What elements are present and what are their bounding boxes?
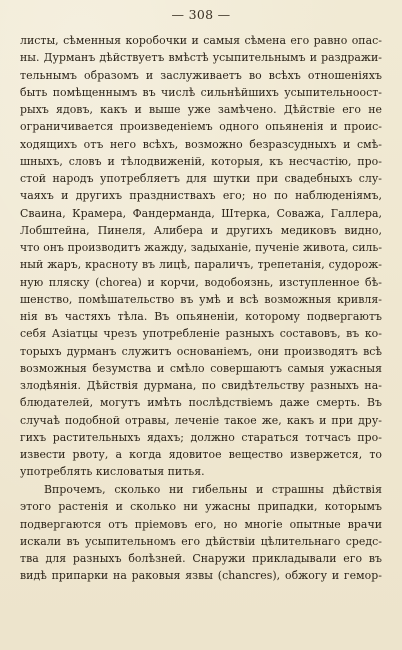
text-line: что онъ производитъ жажду, задыханіе, пученіе живота, силь-	[20, 241, 382, 254]
text-line: подвергаются отъ пріемовъ его, но многіе опытные врачи	[20, 517, 382, 531]
paragraph-2	[20, 481, 382, 585]
text-line: быть помѣщеннымъ въ числѣ сильнѣйшихъ усыпительноост-	[20, 85, 382, 99]
text-line: тва для разныхъ болѣзней. Снаружи прикладывали его въ	[20, 552, 382, 565]
text-line: искали въ усыпительномъ его дѣйствіи цѣлительнаго средс-	[20, 534, 382, 548]
text-line: видѣ припарки на раковыя язвы (chancres), обжогу и гемор-	[20, 569, 382, 583]
text-line: случаѣ подобной отравы, леченіе такое же, какъ и при дру-	[20, 413, 382, 427]
text-line: ную пляску (chorea) и корчи, водобоязнь, изступленное бѣ-	[20, 275, 382, 289]
text-line: гихъ растительныхъ ядахъ; должно стараться тотчасъ про-	[20, 430, 382, 444]
text-line: Впрочемъ, сколько ни гибельны и страшны дѣйствія	[44, 483, 382, 496]
text-line: нія въ частяхъ тѣла. Въ опьяненіи, которому подвергаютъ	[20, 310, 382, 323]
text-line: шенство, помѣшательство въ умѣ и всѣ возможныя кривля-	[20, 292, 382, 306]
text-line: Сваина, Крамера, Фандерманда, Штерка, Соважа, Галлера,	[20, 206, 382, 220]
text-line: себя Азіатцы чрезъ употребленіе разныхъ составовъ, въ ко-	[20, 327, 382, 341]
page-number: — 308 —	[171, 7, 231, 22]
text-line: ограничивается произведеніемъ одного опьяненія и проис-	[20, 120, 382, 134]
text-line: рыхъ ядовъ, какъ и выше уже замѣчено. Дѣйствіе его не	[20, 103, 382, 116]
text-line: ный жаръ, красноту въ лицѣ, параличъ, трепетанія, судорож-	[20, 258, 382, 272]
text-line: возможныя безумства и смѣло совершаютъ самыя ужасныя	[20, 361, 382, 375]
text-line: этого растенія и сколько ни ужасны припадки, которымъ	[20, 500, 382, 514]
text-line: торыхъ дурманъ служитъ основаніемъ, они производятъ всѣ	[20, 344, 382, 358]
text-line: извести рвоту, а когда ядовитое вещество извержется, то	[20, 448, 382, 461]
text-line: ходящихъ отъ него всѣхъ, возможно безразсудныхъ и смѣ-	[20, 137, 382, 151]
text-line: шныхъ, словъ и тѣлодвиженій, которыя, къ несчастію, про-	[20, 154, 382, 168]
text-line: Лобштейна, Пинеля, Алибера и другихъ медиковъ видно,	[20, 223, 382, 237]
text-line: употреблять кисловатыя питья.	[20, 465, 205, 479]
text-line: листы, сѣменныя коробочки и самыя сѣмена его равно опас-	[20, 34, 382, 47]
text-line: злодѣянія. Дѣйствія дурмана, по свидѣтельству разныхъ на-	[20, 379, 382, 392]
paragraph-1	[20, 32, 382, 481]
text-line: тельнымъ образомъ и заслуживаетъ во всѣхъ отношеніяхъ	[20, 68, 382, 82]
text-line: ны. Дурманъ дѣйствуетъ вмѣстѣ усыпительнымъ и раздражи-	[20, 51, 382, 65]
text-line: стой народъ употребляетъ для шутки при свадебныхъ слу-	[20, 172, 382, 185]
text-line: чаяхъ и другихъ праздниствахъ его; но по наблюденіямъ,	[20, 189, 382, 203]
text-line: блюдателей, могутъ имѣть послѣдствіемъ даже смерть. Въ	[20, 396, 382, 410]
